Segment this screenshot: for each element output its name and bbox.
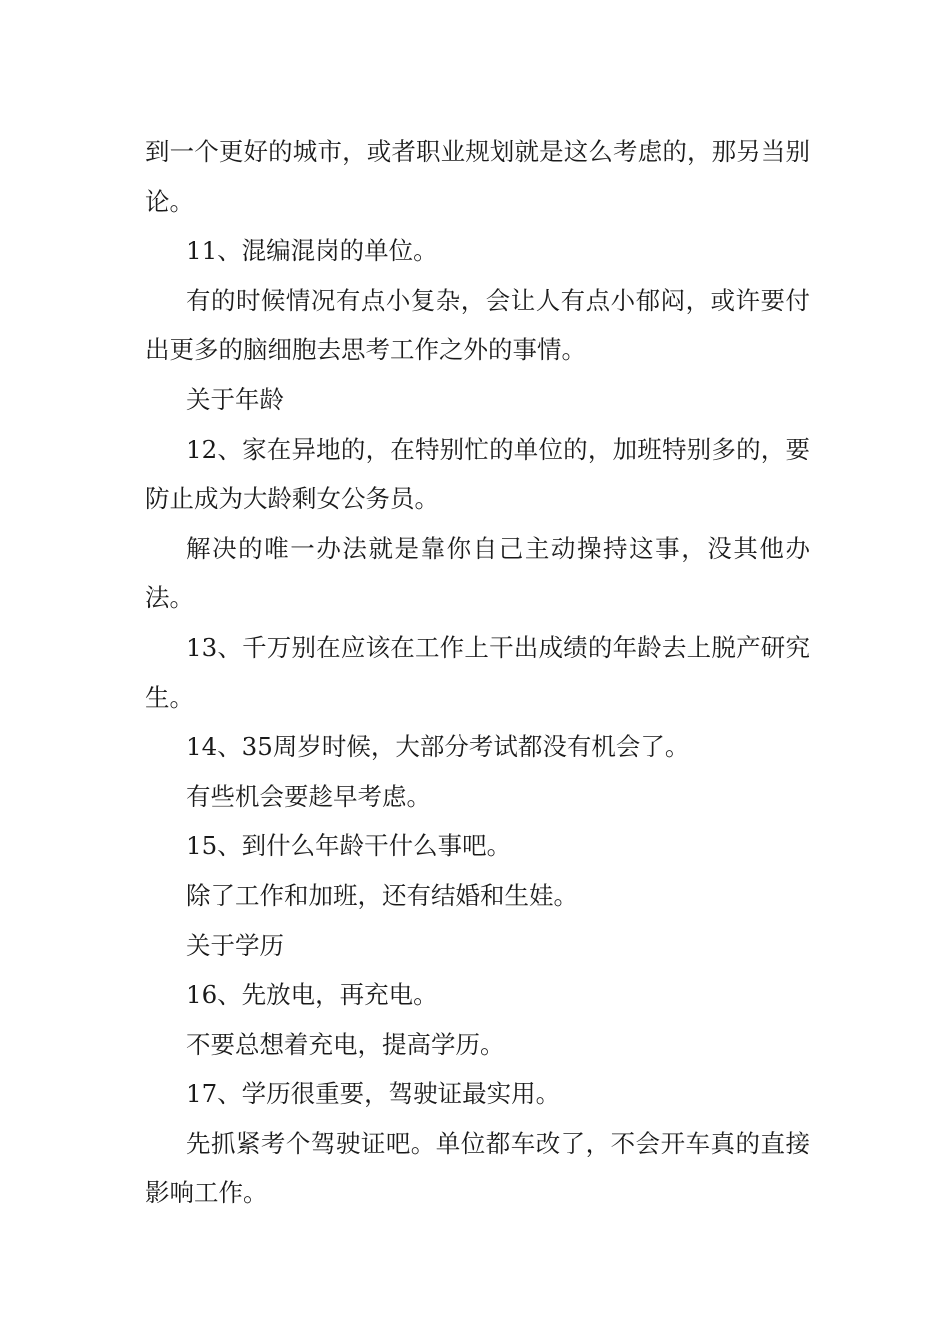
- paragraph-item-14: 14、35周岁时候，大部分考试都没有机会了。: [186, 732, 690, 762]
- document-body: [145, 127, 810, 1218]
- paragraph-item-15: 15、到什么年龄干什么事吧。: [186, 831, 512, 861]
- paragraph-item-12: 12、家在异地的，在特别忙的单位的，加班特别多的，要防止成为大龄剩女公务员。: [145, 434, 810, 514]
- paragraph-item-17: 17、学历很重要，驾驶证最实用。: [186, 1079, 561, 1109]
- section-heading-education: 关于学历: [186, 930, 284, 960]
- paragraph-item-14-note: 有些机会要趁早考虑。: [186, 781, 431, 811]
- paragraph-continuation: 到一个更好的城市，或者职业规划就是这么考虑的，那另当别论。: [145, 137, 810, 216]
- paragraph-item-16-note: 不要总想着充电，提高学历。: [186, 1029, 505, 1059]
- paragraph-item-16: 16、先放电，再充电。: [186, 980, 438, 1010]
- paragraph-item-12-note: 解决的唯一办法就是靠你自己主动操持这事，没其他办法。: [145, 533, 810, 613]
- paragraph-item-11-note: 有的时候情况有点小复杂，会让人有点小郁闷，或许要付出更多的脑细胞去思考工作之外的事情。: [145, 285, 810, 365]
- paragraph-item-15-note: 除了工作和加班，还有结婚和生娃。: [186, 880, 578, 910]
- paragraph-item-13: 13、千万别在应该在工作上干出成绩的年龄去上脱产研究生。: [145, 632, 810, 712]
- section-heading-age: 关于年龄: [186, 384, 284, 414]
- paragraph-item-17-note: 先抓紧考个驾驶证吧。单位都车改了，不会开车真的直接影响工作。: [145, 1128, 810, 1208]
- paragraph-item-11: 11、混编混岗的单位。: [186, 236, 438, 266]
